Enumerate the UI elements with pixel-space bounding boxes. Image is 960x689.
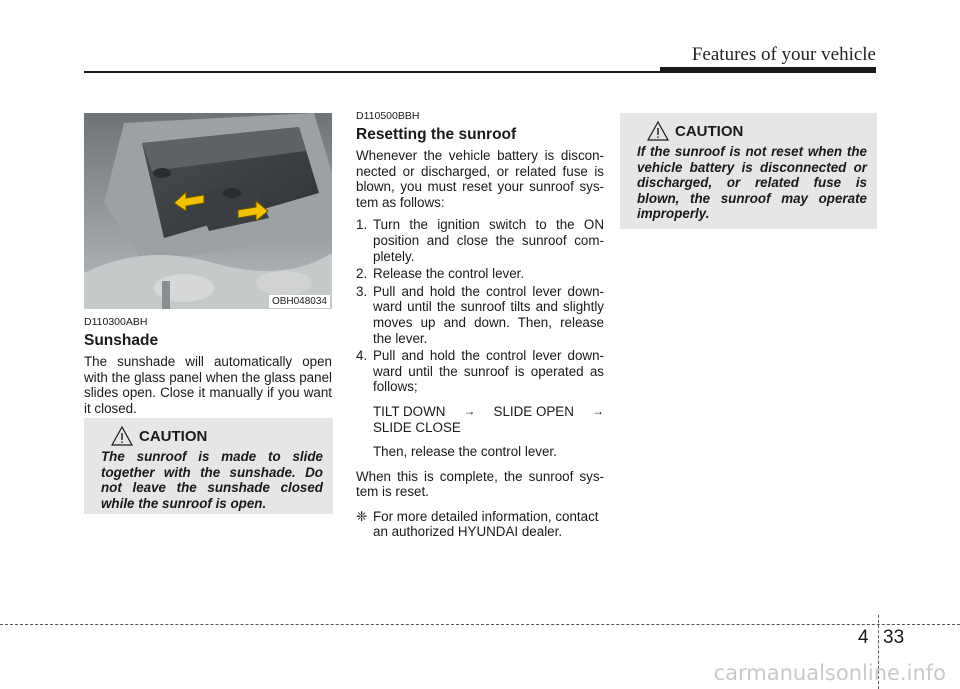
caution-title: CAUTION xyxy=(139,427,208,445)
caution-box-reset xyxy=(620,113,877,229)
step-number: 3. xyxy=(356,283,368,299)
step-number: 4. xyxy=(356,348,368,364)
caution-header xyxy=(637,121,867,141)
sunshade-section xyxy=(84,316,332,416)
reset-steps-list xyxy=(356,217,604,395)
footer-dashed-rule xyxy=(0,624,960,625)
note-symbol-icon: ❈ xyxy=(356,508,368,524)
section-heading: Resetting the sunroof xyxy=(356,126,517,143)
step-text: Turn the ignition switch to the ON position and close the sunroof com-pletely. xyxy=(373,217,604,264)
sequence-step-slide-open: SLIDE OPEN xyxy=(493,403,574,419)
section-body: The sunshade will automatically open with the glass panel when the glass panel slides open. Close it manually if you want it closed. xyxy=(84,354,332,416)
site-watermark: carmanualsonline.info xyxy=(713,661,946,685)
sunroof-photo xyxy=(84,113,332,309)
reset-section xyxy=(356,110,604,540)
list-item xyxy=(356,217,604,264)
page-number: 33 xyxy=(883,627,905,648)
header-rule-thick xyxy=(660,67,876,73)
caution-header xyxy=(101,426,323,446)
page-section-title: Features of your vehicle xyxy=(691,44,876,65)
dealer-note xyxy=(356,509,604,540)
image-code-label: OBH048034 xyxy=(269,295,330,308)
slide-arrow-left-icon xyxy=(172,189,206,211)
caution-box-sunshade xyxy=(84,418,333,514)
step-text: Pull and hold the control lever down-ward until the sunroof is operated as follows; xyxy=(373,348,604,395)
reset-complete-text: When this is complete, the sunroof sys-tem is reset. xyxy=(356,468,604,500)
chapter-number: 4 xyxy=(858,627,869,648)
section-code: D110300ABH xyxy=(84,316,148,328)
reset-intro: Whenever the vehicle battery is discon-nected or discharged, or related fuse is blown, you must reset your sunroof sys-tem as follows: xyxy=(356,148,604,210)
release-instruction: Then, release the control lever. xyxy=(373,444,557,460)
section-code: D110500BBH xyxy=(356,110,420,122)
list-item xyxy=(356,284,604,346)
warning-triangle-icon xyxy=(647,121,669,141)
operation-sequence xyxy=(356,404,604,435)
header-rule xyxy=(84,71,660,73)
arrow-right-icon: → xyxy=(591,403,604,418)
step-text: Release the control lever. xyxy=(373,266,525,282)
section-heading: Sunshade xyxy=(84,332,159,349)
sequence-step-slide-close: SLIDE CLOSE xyxy=(373,419,461,435)
step-number: 1. xyxy=(356,217,368,233)
list-item xyxy=(356,348,604,395)
note-text: For more detailed information, contact an authorized HYUNDAI dealer. xyxy=(373,508,599,540)
arrow-right-icon: → xyxy=(463,403,476,418)
list-item xyxy=(356,266,604,282)
caution-text: The sunroof is made to slide together with the sunshade. Do not leave the sunshade closed while the sunroof is open. xyxy=(101,449,323,511)
caution-title: CAUTION xyxy=(675,122,744,140)
step-text: Pull and hold the control lever down-ward until the sunroof tilts and slightly moves up and down. Then, release the lever. xyxy=(373,283,604,346)
slide-arrow-right-icon xyxy=(234,201,270,223)
sequence-step-tilt-down: TILT DOWN xyxy=(373,403,446,419)
warning-triangle-icon xyxy=(111,426,133,446)
step-number: 2. xyxy=(356,266,368,282)
caution-text: If the sunroof is not reset when the vehicle battery is disconnected or discharged, or related fuse is blown, the sunroof may operate improperly. xyxy=(637,144,867,222)
